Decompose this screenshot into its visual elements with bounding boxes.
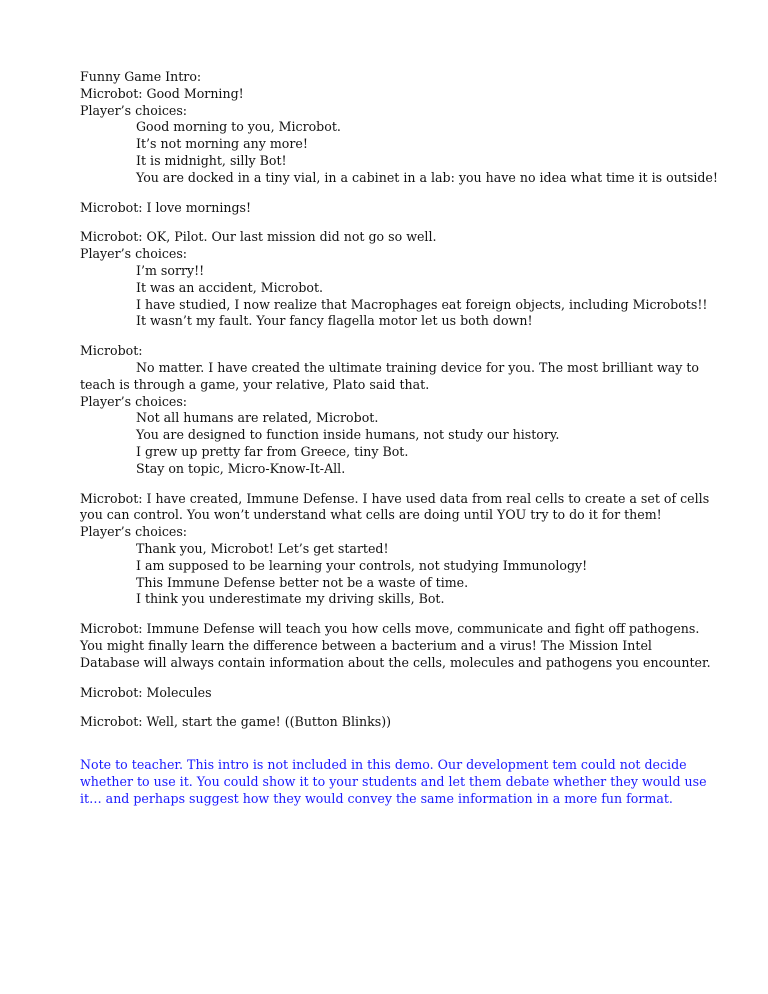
paragraph-gap xyxy=(80,330,730,343)
microbot-line: Microbot: Good Morning! xyxy=(80,85,244,101)
player-choice: I am supposed to be learning your controls, not studying Immunology! xyxy=(136,557,588,573)
player-choice: Not all humans are related, Microbot. xyxy=(136,410,379,426)
choices-label: Player’s choices: xyxy=(80,524,188,540)
player-choice: It is midnight, silly Bot! xyxy=(136,152,287,168)
paragraph-gap xyxy=(80,672,730,685)
paragraph-gap xyxy=(80,731,730,744)
microbot-speech: teach is through a game, your relative, Plato said that. xyxy=(80,376,430,392)
microbot-speech: No matter. I have created the ultimate training device for you. The most brilliant way to xyxy=(136,359,699,375)
paragraph-gap xyxy=(80,187,730,200)
microbot-speech: Database will always contain information about the cells, molecules and pathogens you encounter. xyxy=(80,654,711,670)
paragraph-gap xyxy=(80,744,730,757)
paragraph-gap xyxy=(80,478,730,491)
microbot-line: Microbot: xyxy=(80,343,143,359)
player-choice: Thank you, Microbot! Let’s get started! xyxy=(136,540,389,556)
microbot-line: Microbot: OK, Pilot. Our last mission did not go so well. xyxy=(80,229,437,245)
player-choice: It wasn’t my fault. Your fancy flagella motor let us both down! xyxy=(136,313,533,329)
teacher-note xyxy=(80,757,730,807)
paragraph-gap xyxy=(80,701,730,714)
player-choice: I think you underestimate my driving skills, Bot. xyxy=(136,591,445,607)
document-page xyxy=(80,69,730,807)
player-choice: This Immune Defense better not be a waste of time. xyxy=(136,574,469,590)
microbot-speech: Microbot: Immune Defense will teach you how cells move, communicate and fight off pathogens. xyxy=(80,621,700,637)
player-choice: You are docked in a tiny vial, in a cabinet in a lab: you have no idea what time it is outside! xyxy=(136,169,718,185)
choices-label: Player’s choices: xyxy=(80,246,188,262)
player-choice: It’s not morning any more! xyxy=(136,136,308,152)
teacher-note-line: it… and perhaps suggest how they would convey the same information in a more fun format. xyxy=(80,790,673,806)
player-choice: I grew up pretty far from Greece, tiny Bot. xyxy=(136,443,409,459)
teacher-note-line: Note to teacher. This intro is not included in this demo. Our development tem could not decide xyxy=(80,757,687,773)
player-choice: You are designed to function inside humans, not study our history. xyxy=(136,427,560,443)
paragraph-gap xyxy=(80,216,730,229)
microbot-speech: Microbot: I have created, Immune Defense. I have used data from real cells to create a set of cells xyxy=(80,490,710,506)
microbot-speech: you can control. You won’t understand what cells are doing until YOU try to do it for them! xyxy=(80,507,662,523)
player-choice: I have studied, I now realize that Macrophages eat foreign objects, including Microbots!! xyxy=(136,296,708,312)
choices-label: Player’s choices: xyxy=(80,102,188,118)
microbot-line: Microbot: I love mornings! xyxy=(80,199,252,215)
page-heading: Funny Game Intro: xyxy=(80,69,202,84)
microbot-speech: You might finally learn the difference between a bacterium and a virus! The Mission Intel xyxy=(80,637,652,653)
player-choice: Good morning to you, Microbot. xyxy=(136,119,341,135)
choices-label: Player’s choices: xyxy=(80,393,188,409)
teacher-note-line: whether to use it. You could show it to your students and let them debate whether they would use xyxy=(80,773,707,789)
paragraph-gap xyxy=(80,608,730,621)
microbot-line: Microbot: Molecules xyxy=(80,684,212,700)
microbot-line: Microbot: Well, start the game! ((Button Blinks)) xyxy=(80,714,392,730)
player-choice: I’m sorry!! xyxy=(136,262,205,278)
player-choice: Stay on topic, Micro-Know-It-All. xyxy=(136,460,346,476)
player-choice: It was an accident, Microbot. xyxy=(136,279,324,295)
